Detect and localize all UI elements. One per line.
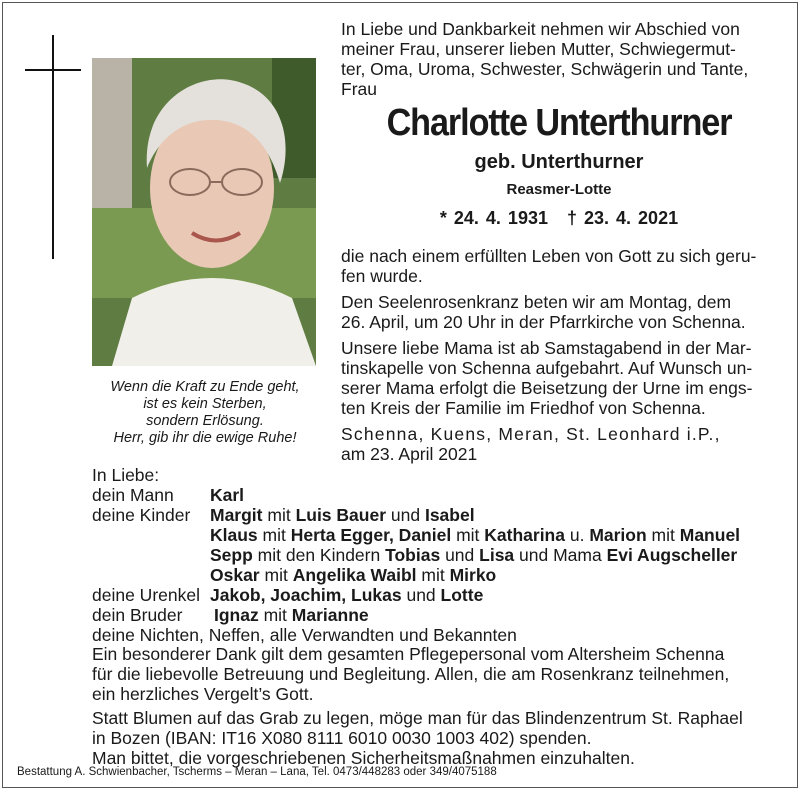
body-line: Schenna, Kuens, Meran, St. Leonhard i.P., <box>341 424 721 444</box>
brother-name: Ignaz mit Marianne <box>214 605 369 625</box>
family-list <box>92 465 782 645</box>
closing-line: für die liebevolle Betreuung und Begleitung. Allen, die am Rosenkranz teilnehmen, <box>92 664 730 684</box>
funeral-home-footer: Bestattung A. Schwienbacher, Tscherms – Meran – Lana, Tel. 0473/448283 oder 349/4075188 <box>17 766 497 778</box>
intro-text <box>341 19 777 99</box>
deceased-name: Charlotte Unterthurner <box>386 102 732 144</box>
portrait-photo <box>92 58 316 366</box>
closing-text <box>92 644 782 768</box>
body-line: tinskapelle von Schenna aufgebahrt. Auf Wunsch un- <box>341 358 753 378</box>
quote-line: ist es kein Sterben, <box>143 396 267 412</box>
husband-label: dein Mann <box>92 485 174 505</box>
closing-line: ein herzliches Vergelt’s Gott. <box>92 684 314 704</box>
portrait-illustration <box>92 58 316 366</box>
obituary-notice <box>2 2 798 788</box>
body-line: Den Seelenrosenkranz beten wir am Montag, dem <box>341 292 732 312</box>
birth-date: * 24. 4. 1931 <box>439 208 548 228</box>
body-line: serer Mama erfolgt die Beisetzung der Urne im engs- <box>341 378 753 398</box>
closing-line: Man bittet, die vorgeschriebenen Sicherheitsmaßnahmen einzuhalten. <box>92 748 635 768</box>
death-date: † 23. 4. 2021 <box>567 208 679 228</box>
intro-line: ter, Oma, Uroma, Schwester, Schwägerin und Tante, <box>341 59 749 79</box>
husband-name: Karl <box>210 485 245 505</box>
nickname: Reasmer-Lotte <box>506 181 612 198</box>
memorial-quote <box>88 379 322 447</box>
body-line: am 23. April 2021 <box>341 444 478 464</box>
body-line: fen wurde. <box>341 266 423 286</box>
intro-line: Frau <box>341 79 377 99</box>
body-line: 26. April, um 20 Uhr in der Pfarrkirche von Schenna. <box>341 312 746 332</box>
closing-line: in Bozen (IBAN: IT16 X080 8111 6010 0030 1003 402) spenden. <box>92 728 592 748</box>
family-heading: In Liebe: <box>92 465 160 485</box>
children-label: deine Kinder <box>92 505 191 525</box>
child-line: Margit mit Luis Bauer und Isabel <box>210 505 475 525</box>
body-line: Unsere liebe Mama ist ab Samstagabend in der Mar- <box>341 338 752 358</box>
child-line: Oskar mit Angelika Waibl mit Mirko <box>210 565 497 585</box>
quote-line: sondern Erlösung. <box>146 413 264 429</box>
body-line: ten Kreis der Familie im Friedhof von Schenna. <box>341 398 706 418</box>
body-line: die nach einem erfüllten Leben von Gott zu sich geru- <box>341 246 757 266</box>
child-line: Sepp mit den Kindern Tobias und Lisa und Mama Evi Augscheller <box>210 545 738 565</box>
quote-line: Herr, gib ihr die ewige Ruhe! <box>113 430 297 446</box>
brother-label: dein Bruder <box>92 605 183 625</box>
cross-icon-bar <box>25 69 81 71</box>
announcement-text <box>341 246 777 464</box>
other-relatives: deine Nichten, Neffen, alle Verwandten und Bekannten <box>92 625 517 645</box>
life-dates <box>341 208 777 229</box>
great-grandchildren-label: deine Urenkel <box>92 585 200 605</box>
intro-line: In Liebe und Dankbarkeit nehmen wir Abschied von <box>341 19 740 39</box>
closing-line: Statt Blumen auf das Grab zu legen, möge man für das Blindenzentrum St. Raphael <box>92 708 743 728</box>
intro-line: meiner Frau, unserer lieben Mutter, Schwiegermut- <box>341 39 736 59</box>
quote-line: Wenn die Kraft zu Ende geht, <box>110 379 300 395</box>
great-grandchildren: Jakob, Joachim, Lukas und Lotte <box>210 585 484 605</box>
birth-name: geb. Unterthurner <box>474 151 644 173</box>
child-line: Klaus mit Herta Egger, Daniel mit Katharina u. Marion mit Manuel <box>210 525 741 545</box>
closing-line: Ein besonderer Dank gilt dem gesamten Pflegepersonal vom Altersheim Schenna <box>92 644 725 664</box>
